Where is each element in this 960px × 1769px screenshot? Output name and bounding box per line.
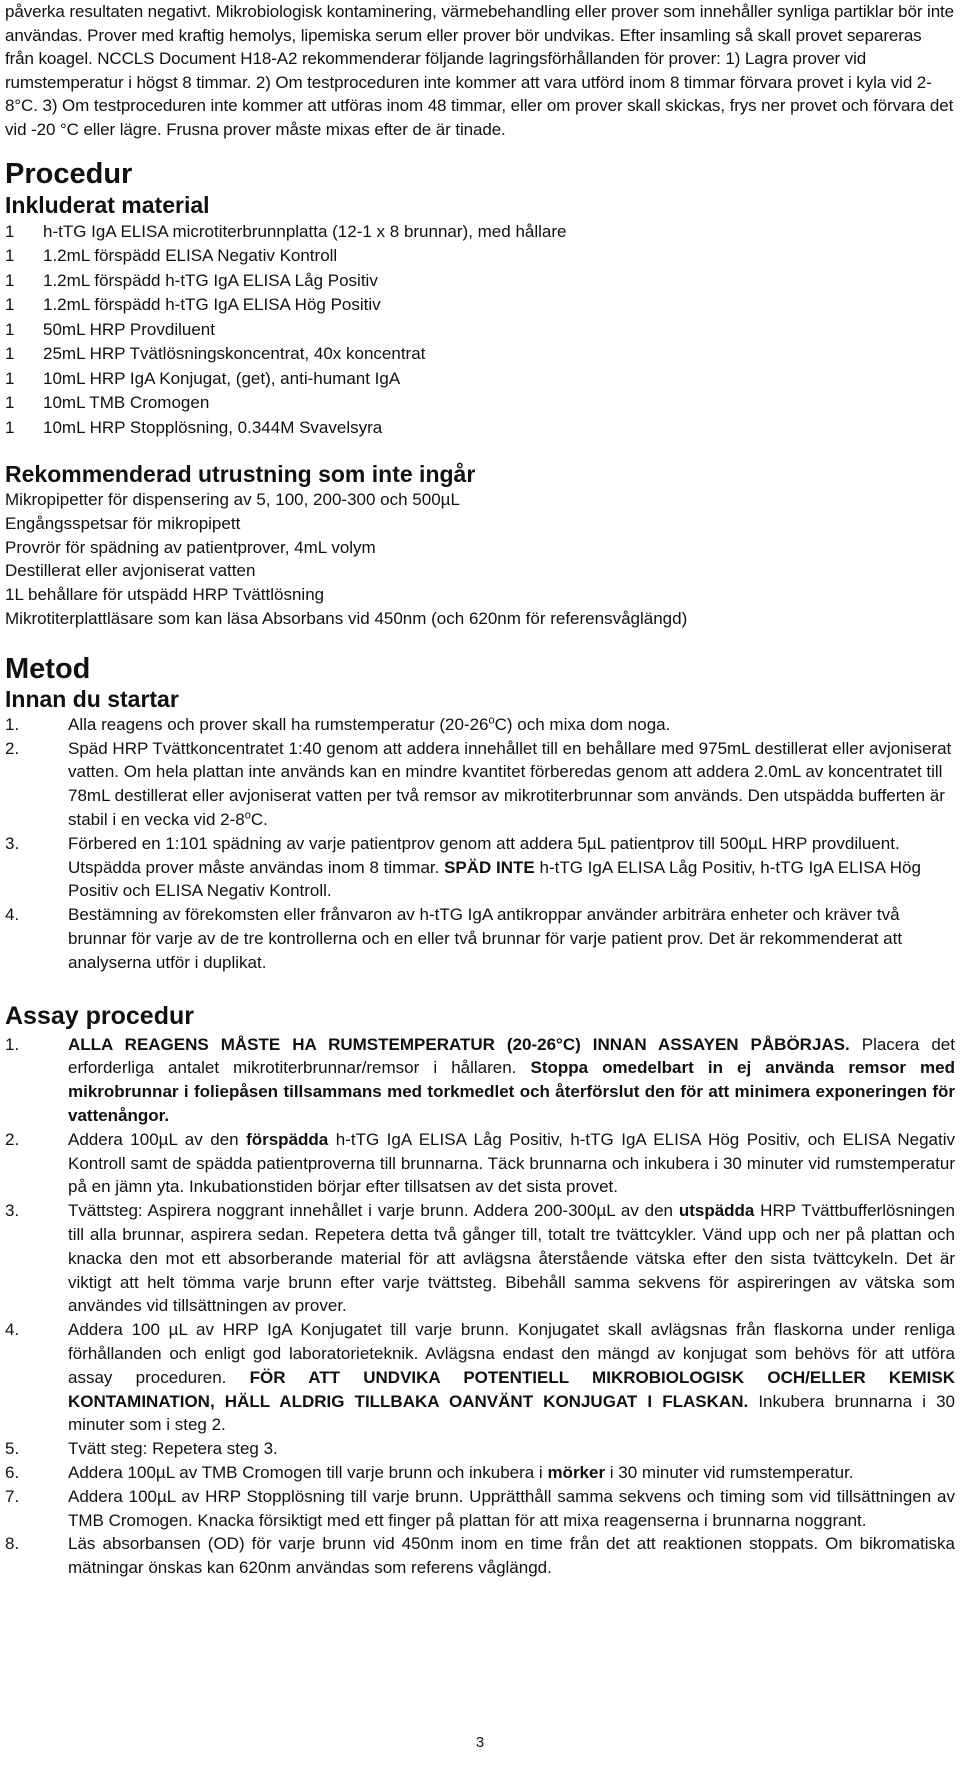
bold-text: förspädda — [246, 1129, 329, 1149]
bold-text: SPÄD INTE — [444, 857, 535, 877]
text-run: Förbered en 1:101 spädning av varje patientprov genom att addera 5µL patientprov till 500µL HRP provdiluent. Utspädda prover måste användas inom 8 timmar. — [68, 833, 900, 877]
item-number: 4. — [5, 905, 20, 925]
equipment-item: Engångsspetsar för mikropipett — [5, 513, 241, 533]
list-item — [5, 903, 955, 974]
material-quantity: 1 — [5, 221, 15, 241]
material-text: 25mL HRP Tvätlösningskoncentrat, 40x koncentrat — [43, 344, 426, 364]
material-item — [5, 391, 955, 416]
list-item — [5, 1437, 955, 1461]
text-run: Tvättsteg: Aspirera noggrant innehållet i varje brunn. Addera 200-300µL av den — [68, 1201, 679, 1221]
metod-heading: Metod — [5, 652, 91, 685]
material-item — [5, 416, 955, 441]
material-quantity: 1 — [5, 393, 15, 413]
text-run: C. — [250, 810, 268, 830]
material-quantity: 1 — [5, 270, 15, 290]
text-run: Addera 100µL av HRP Stopplösning till varje brunn. Upprätthåll samma sekvens och timing som vid tillsättningen av TMB Cromogen. Knacka försiktigt med ett finger på plattan för att mixa reagenserna i brunnarna noggrant. — [68, 1486, 955, 1530]
material-quantity: 1 — [5, 246, 15, 266]
list-item — [5, 737, 955, 832]
material-text: 1.2mL förspädd h-tTG IgA ELISA Låg Positiv — [43, 270, 378, 290]
text-run: h-tTG IgA ELISA Låg Positiv, h-tTG IgA ELISA Hög Positiv, och ELISA Negativ Kontroll samt de spädda patientproverna till brunnarna. Täck brunnarna och inkubera i 30 minuter vid rumstemperatur på en jämn yta. Inkubationstiden börjar efter tillsatsen av det sista provet. — [68, 1129, 956, 1197]
materials-list — [5, 220, 955, 441]
text-run: Addera 100µL av TMB Cromogen till varje brunn och inkubera i — [68, 1462, 548, 1482]
item-text — [68, 1199, 955, 1318]
material-text: 10mL HRP IgA Konjugat, (get), anti-humant IgA — [43, 368, 401, 388]
material-item — [5, 269, 955, 294]
material-item — [5, 342, 955, 367]
item-text — [68, 1532, 955, 1580]
text-run: Späd HRP Tvättkoncentratet 1:40 genom att addera innehållet till en behållare med 975mL destillerat eller avjoniserat vatten. Om hela plattan inte används kan en mindre kvantitet förberedas genom att addera 2.0mL av koncentratet till 78mL destillerat eller avjoniserat vatten per två remsor av mikrotiterbrunnar som används. Den utspädda bufferten är stabil i en vecka vid 2-8 — [68, 738, 952, 830]
list-item — [5, 1532, 955, 1580]
material-text: 10mL HRP Stopplösning, 0.344M Svavelsyra — [43, 417, 383, 437]
material-quantity: 1 — [5, 368, 15, 388]
item-number: 4. — [5, 1320, 20, 1340]
material-item — [5, 244, 955, 269]
equipment-item: Mikropipetter för dispensering av 5, 100, 200-300 och 500µL — [5, 490, 460, 510]
equipment-list — [5, 488, 955, 631]
item-number: 5. — [5, 1439, 20, 1459]
item-number: 6. — [5, 1462, 20, 1482]
material-text: 1.2mL förspädd h-tTG IgA ELISA Hög Positiv — [43, 295, 381, 315]
list-item — [5, 713, 955, 737]
item-text — [68, 1461, 955, 1485]
equipment-heading: Rekommenderad utrustning som inte ingår — [5, 461, 476, 488]
item-text — [68, 832, 955, 903]
list-item — [5, 1461, 955, 1485]
text-run: Placera det erforderliga antalet mikrotiterbrunnar/remsor i hållaren. — [68, 1034, 955, 1078]
item-number: 8. — [5, 1534, 20, 1554]
material-item — [5, 293, 955, 318]
list-item — [5, 1033, 955, 1128]
item-number: 1. — [5, 714, 20, 734]
item-number: 7. — [5, 1486, 20, 1506]
text-run: Alla reagens och prover skall ha rumstemperatur (20-26 — [68, 714, 489, 734]
material-quantity: 1 — [5, 295, 15, 315]
item-number: 2. — [5, 1129, 20, 1149]
material-text: 10mL TMB Cromogen — [43, 393, 210, 413]
equipment-item: Destillerat eller avjoniserat vatten — [5, 561, 256, 581]
materials-heading: Inkluderat material — [5, 191, 210, 218]
text-run: Inkubera brunnarna i 30 minuter som i steg 2. — [68, 1391, 955, 1435]
bold-text: mörker — [547, 1462, 606, 1482]
item-text — [68, 737, 955, 832]
item-number: 3. — [5, 833, 20, 853]
item-text — [68, 1318, 955, 1437]
equipment-item: 1L behållare för utspädd HRP Tvättlösning — [5, 585, 325, 605]
text-run: Tvätt steg: Repetera steg 3. — [68, 1439, 278, 1459]
text-run: Addera 100 µL av HRP IgA Konjugatet till varje brunn. Konjugatet skall avlägsnas från flaskorna under renliga förhållanden och enligt god laboratorieteknik. Avlägsna endast den mängd av konjugat som behövs för att utföra assay proceduren. — [68, 1320, 955, 1387]
list-item — [5, 1318, 955, 1437]
bold-text: FÖR ATT UNDVIKA POTENTIELL MIKROBIOLOGISK OCH/ELLER KEMISK KONTAMINATION, HÄLL ALDRIG TILLBAKA OANVÄNT KONJUGAT I FLASKAN. — [68, 1367, 955, 1411]
item-text — [68, 1033, 955, 1128]
material-quantity: 1 — [5, 319, 15, 339]
text-run: HRP Tvättbufferlösningen till alla brunnar, aspirera sedan. Repetera detta två gånger till, totalt tre tvättcykler. Vänd upp och ner på plattan och knacka den mot ett absorberande material för att avlägsna återstående vätska efter den sista tvättcykeln. Det är viktigt att helt tömma varje brunn efter varje tvättsteg. Bibehåll samma sekvens för aspireringen av vätska som användes vid tillsättningen av prover. — [68, 1201, 955, 1316]
material-item — [5, 220, 955, 245]
assay-steps-list — [5, 1033, 955, 1580]
text-run: C) och mixa dom noga. — [494, 714, 671, 734]
list-item — [5, 1199, 955, 1318]
item-text — [68, 903, 955, 974]
superscript-text: o — [488, 714, 495, 727]
item-text — [68, 1128, 955, 1199]
equipment-item: Provrör för spädning av patientprover, 4mL volym — [5, 537, 376, 557]
material-item — [5, 367, 955, 392]
material-text: h-tTG IgA ELISA microtiterbrunnplatta (12-1 x 8 brunnar), med hållare — [43, 221, 567, 241]
list-item — [5, 832, 955, 903]
item-text — [68, 713, 955, 737]
superscript-text: o — [244, 809, 251, 822]
material-quantity: 1 — [5, 417, 15, 437]
material-text: 50mL HRP Provdiluent — [43, 319, 215, 339]
bold-text: utspädda — [678, 1201, 755, 1221]
item-number: 1. — [5, 1034, 20, 1054]
item-text — [68, 1485, 955, 1533]
page-number: 3 — [475, 1734, 485, 1751]
before-start-heading: Innan du startar — [5, 685, 179, 712]
bold-text: ALLA REAGENS MÅSTE HA RUMSTEMPERATUR (20-26°C) INNAN ASSAYEN PÅBÖRJAS. — [68, 1034, 850, 1054]
intro-paragraph: påverka resultaten negativt. Mikrobiologisk kontaminering, värmebehandling eller prover som innehåller synliga partiklar bör inte användas. Prover med kraftig hemolys, lipemiska serum eller prover bör undvikas. Efter insamling så skall provet separeras från koagel. NCCLS Document H18-A2 rekommenderar följande lagringsförhållanden för prover: 1) Lagra prover vid rumstemperatur i högst 8 timmar. 2) Om testproceduren inte kommer att vara utförd inom 8 timmar förvara provet i kyla vid 2-8°C. 3) Om testproceduren inte kommer att utföras inom 48 timmar, eller om prover skall skickas, frys ner provet och förvara det vid -20 °C eller lägre. Frusna prover måste mixas efter de är tinade. — [5, 2, 955, 139]
text-run: Addera 100µL av den — [68, 1129, 247, 1149]
procedur-heading: Procedur — [5, 157, 133, 190]
material-quantity: 1 — [5, 344, 15, 364]
list-item — [5, 1485, 955, 1533]
list-item — [5, 1128, 955, 1199]
material-item — [5, 318, 955, 343]
text-run: Läs absorbansen (OD) för varje brunn vid 450nm inom en time från det att reaktionen stoppats. Om bikromatiska mätningar önskas kan 620nm användas som referens våglängd. — [68, 1534, 955, 1578]
before-start-list — [5, 713, 955, 975]
text-run: i 30 minuter vid rumstemperatur. — [605, 1462, 854, 1482]
item-number: 2. — [5, 738, 20, 758]
text-run: Bestämning av förekomsten eller frånvaron av h-tTG IgA antikroppar använder arbiträra enheter och kräver två brunnar för varje av de tre kontrollerna och en eller två brunnar för varje patient prov. Det är rekommenderat att analyserna utför i duplikat. — [68, 905, 903, 972]
bold-text: Stoppa omedelbart in ej använda remsor med mikrobrunnar i foliepåsen tillsammans med torkmedlet och återförslut den för att minimera exponeringen för vattenångor. — [68, 1058, 955, 1125]
item-number: 3. — [5, 1201, 20, 1221]
equipment-item: Mikrotiterplattläsare som kan läsa Absorbans vid 450nm (och 620nm för referensvåglängd) — [5, 609, 688, 629]
assay-heading: Assay procedur — [5, 1001, 194, 1030]
material-text: 1.2mL förspädd ELISA Negativ Kontroll — [43, 246, 338, 266]
item-text — [68, 1437, 955, 1461]
text-run: h-tTG IgA ELISA Låg Positiv, h-tTG IgA ELISA Hög Positiv och ELISA Negativ Kontroll. — [68, 857, 921, 901]
